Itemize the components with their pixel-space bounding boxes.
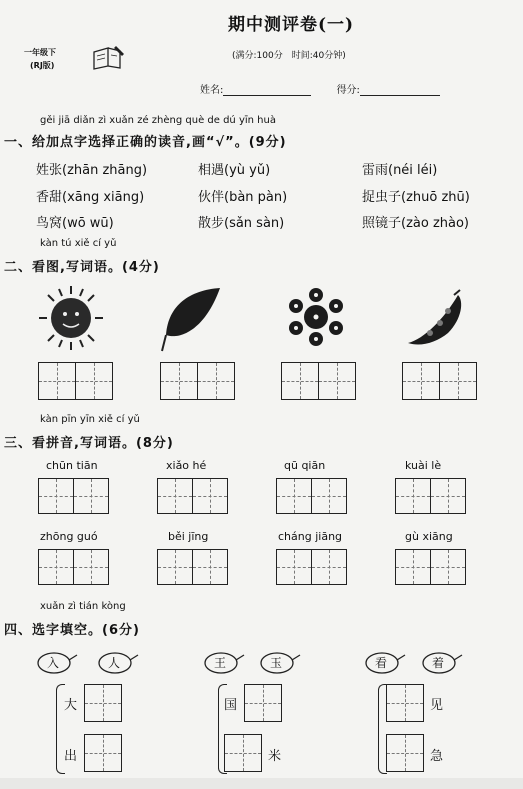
s1-item-1[interactable]: 姓张(zhān zhāng) bbox=[36, 163, 148, 178]
option-leaf-4[interactable] bbox=[259, 650, 299, 674]
s4-box-4[interactable] bbox=[224, 734, 261, 772]
s3-grid-5[interactable] bbox=[38, 549, 107, 585]
snowflake-icon bbox=[283, 286, 349, 348]
s3-pinyin-7: cháng jiāng bbox=[278, 530, 343, 543]
s3-pinyin-3: qū qiān bbox=[284, 459, 326, 472]
fill-char-3: 国 bbox=[224, 698, 238, 713]
book-pencil-icon bbox=[92, 44, 126, 70]
s4-box-1[interactable] bbox=[84, 684, 121, 722]
fill-char-1: 大 bbox=[64, 698, 78, 713]
option-char-5: 看 bbox=[374, 656, 387, 670]
s3-pinyin-1: chūn tiān bbox=[46, 459, 98, 472]
s3-grid-8[interactable] bbox=[395, 549, 464, 585]
s3-grid-3[interactable] bbox=[276, 478, 345, 514]
section1-pinyin: gěi jiā diǎn zì xuǎn zé zhèng què de dú yīn huà bbox=[40, 115, 276, 126]
name-score-fields bbox=[200, 81, 440, 96]
s4-box-3[interactable] bbox=[244, 684, 281, 722]
section1-title: 一、给加点字选择正确的读音,画“√”。(9分) bbox=[4, 135, 287, 150]
grade-label bbox=[24, 46, 56, 72]
s3-pinyin-6: běi jīng bbox=[168, 530, 209, 543]
s3-pinyin-4: kuài lè bbox=[405, 459, 442, 472]
s2-grid-4[interactable] bbox=[402, 362, 475, 400]
section3-pinyin: kàn pīn yīn xiě cí yǔ bbox=[40, 414, 140, 425]
s1-item-6[interactable]: 捉虫子(zhuō zhū) bbox=[362, 190, 470, 205]
s4-box-6[interactable] bbox=[386, 734, 423, 772]
s1-item-8[interactable]: 散步(sǎn sàn) bbox=[198, 216, 285, 231]
s1-item-3[interactable]: 雷雨(néi léi) bbox=[362, 163, 438, 178]
s4-box-2[interactable] bbox=[84, 734, 121, 772]
s3-grid-1[interactable] bbox=[38, 478, 107, 514]
grade-text: 一年级下 bbox=[24, 48, 56, 57]
fill-char-2: 出 bbox=[64, 749, 78, 764]
score-field[interactable] bbox=[360, 85, 440, 96]
page-title: 期中测评卷(一) bbox=[228, 15, 355, 35]
section2-pinyin: kàn tú xiě cí yǔ bbox=[40, 238, 117, 249]
fill-char-6: 急 bbox=[430, 749, 444, 764]
option-leaf-6[interactable] bbox=[421, 650, 461, 674]
section2-title: 二、看图,写词语。(4分) bbox=[4, 260, 160, 275]
s4-box-5[interactable] bbox=[386, 684, 423, 722]
option-leaf-2[interactable] bbox=[97, 650, 137, 674]
s2-grid-3[interactable] bbox=[281, 362, 354, 400]
option-char-6: 着 bbox=[431, 656, 444, 670]
option-char-1: 入 bbox=[46, 656, 59, 670]
fill-char-5: 见 bbox=[430, 698, 444, 713]
option-char-2: 人 bbox=[107, 656, 120, 670]
section4-title: 四、选字填空。(6分) bbox=[4, 623, 140, 638]
s1-item-5[interactable]: 伙伴(bàn pàn) bbox=[198, 190, 288, 205]
s3-grid-7[interactable] bbox=[276, 549, 345, 585]
option-leaf-3[interactable] bbox=[203, 650, 243, 674]
option-char-4: 玉 bbox=[269, 656, 282, 670]
page-bottom-margin bbox=[0, 778, 523, 789]
score-label: 得分: bbox=[336, 85, 360, 96]
s3-grid-4[interactable] bbox=[395, 478, 464, 514]
s3-grid-2[interactable] bbox=[157, 478, 226, 514]
s1-item-9[interactable]: 照镜子(zào zhào) bbox=[362, 216, 470, 231]
s2-grid-2[interactable] bbox=[160, 362, 233, 400]
name-label: 姓名: bbox=[200, 85, 224, 96]
fill-char-4: 米 bbox=[268, 749, 282, 764]
section3-title: 三、看拼音,写词语。(8分) bbox=[4, 436, 174, 451]
option-char-3: 王 bbox=[213, 656, 226, 670]
s3-pinyin-2: xiǎo hé bbox=[166, 459, 207, 472]
s2-grid-1[interactable] bbox=[38, 362, 111, 400]
edition-text: (RJ版) bbox=[30, 61, 55, 70]
bean-pod-icon bbox=[404, 289, 466, 349]
s1-item-7[interactable]: 鸟窝(wō wū) bbox=[36, 216, 114, 231]
exam-info: (满分:100分 时间:40分钟) bbox=[232, 51, 346, 61]
name-field[interactable] bbox=[223, 85, 311, 96]
leaf-icon bbox=[160, 285, 226, 355]
s3-pinyin-8: gù xiāng bbox=[405, 530, 453, 543]
sun-icon bbox=[36, 284, 106, 352]
option-leaf-5[interactable] bbox=[364, 650, 404, 674]
s1-item-4[interactable]: 香甜(xāng xiāng) bbox=[36, 190, 145, 205]
option-leaf-1[interactable] bbox=[36, 650, 76, 674]
section4-pinyin: xuǎn zì tián kòng bbox=[40, 601, 126, 612]
s1-item-2[interactable]: 相遇(yù yǔ) bbox=[198, 163, 271, 178]
s3-grid-6[interactable] bbox=[157, 549, 226, 585]
s3-pinyin-5: zhōng guó bbox=[40, 530, 98, 543]
